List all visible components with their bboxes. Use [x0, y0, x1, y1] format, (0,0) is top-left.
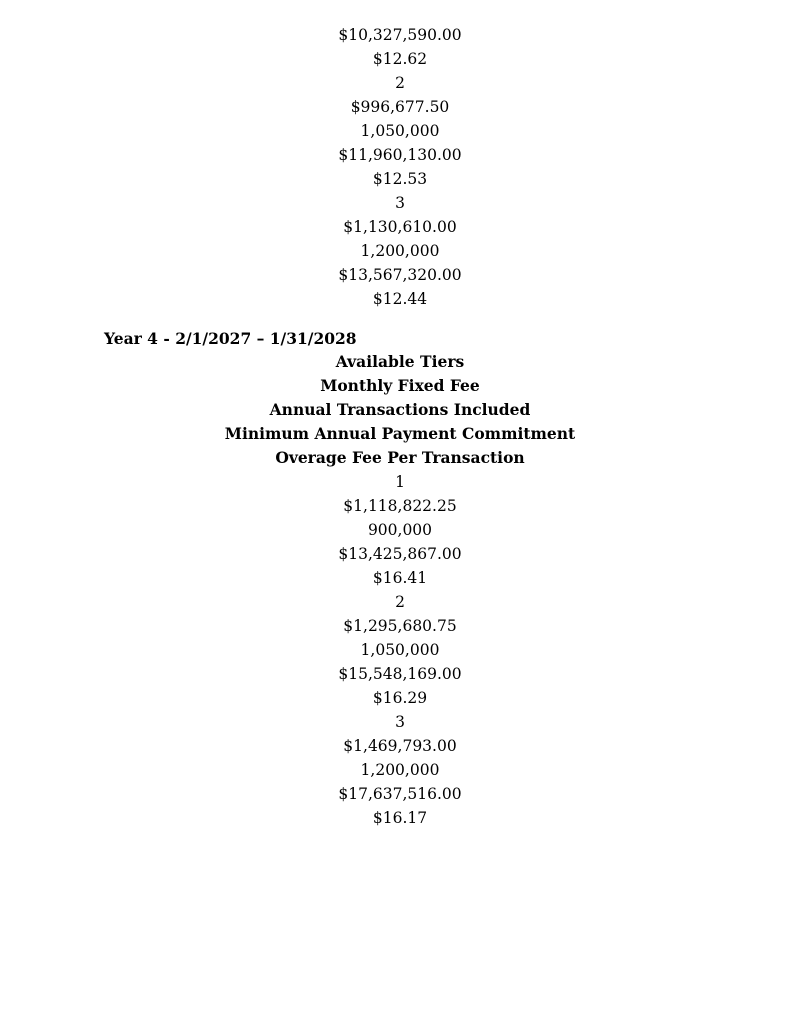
table-cell: 1,050,000: [360, 122, 440, 140]
table-cell: $12.44: [372, 290, 428, 308]
table-cell: $17,637,516.00: [338, 785, 462, 803]
table-cell: 2: [395, 74, 405, 92]
year4-heading: Year 4 - 2/1/2027 – 1/31/2028: [104, 329, 357, 348]
tier-number: 2: [395, 593, 405, 611]
column-header: Monthly Fixed Fee: [320, 376, 480, 395]
table-cell: 1,200,000: [360, 761, 440, 779]
table-cell: $16.17: [372, 809, 428, 827]
table-cell: $11,960,130.00: [338, 146, 462, 164]
table-cell: $15,548,169.00: [338, 665, 462, 683]
table-cell: $1,295,680.75: [343, 617, 457, 635]
table-cell: $12.53: [372, 170, 428, 188]
table-cell: $13,425,867.00: [338, 545, 462, 563]
column-header: Minimum Annual Payment Commitment: [224, 424, 576, 443]
table-cell: 3: [395, 194, 405, 212]
table-cell: $1,118,822.25: [343, 497, 457, 515]
table-cell: $16.29: [372, 689, 428, 707]
year4-tier-table: [0, 350, 800, 830]
table-cell: 1,050,000: [360, 641, 440, 659]
column-header: Annual Transactions Included: [269, 400, 531, 419]
table-cell: $996,677.50: [350, 98, 450, 116]
year3-continued-values: [0, 23, 800, 311]
tier-number: 1: [395, 473, 405, 491]
table-cell: 900,000: [367, 521, 433, 539]
tier-number: 3: [395, 713, 405, 731]
table-cell: 1,200,000: [360, 242, 440, 260]
column-header: Overage Fee Per Transaction: [275, 448, 525, 467]
table-cell: $16.41: [372, 569, 428, 587]
table-cell: $13,567,320.00: [338, 266, 462, 284]
table-cell: $1,130,610.00: [343, 218, 457, 236]
table-cell: $10,327,590.00: [338, 26, 462, 44]
table-cell: $1,469,793.00: [343, 737, 457, 755]
column-header: Available Tiers: [335, 352, 465, 371]
table-cell: $12.62: [372, 50, 428, 68]
